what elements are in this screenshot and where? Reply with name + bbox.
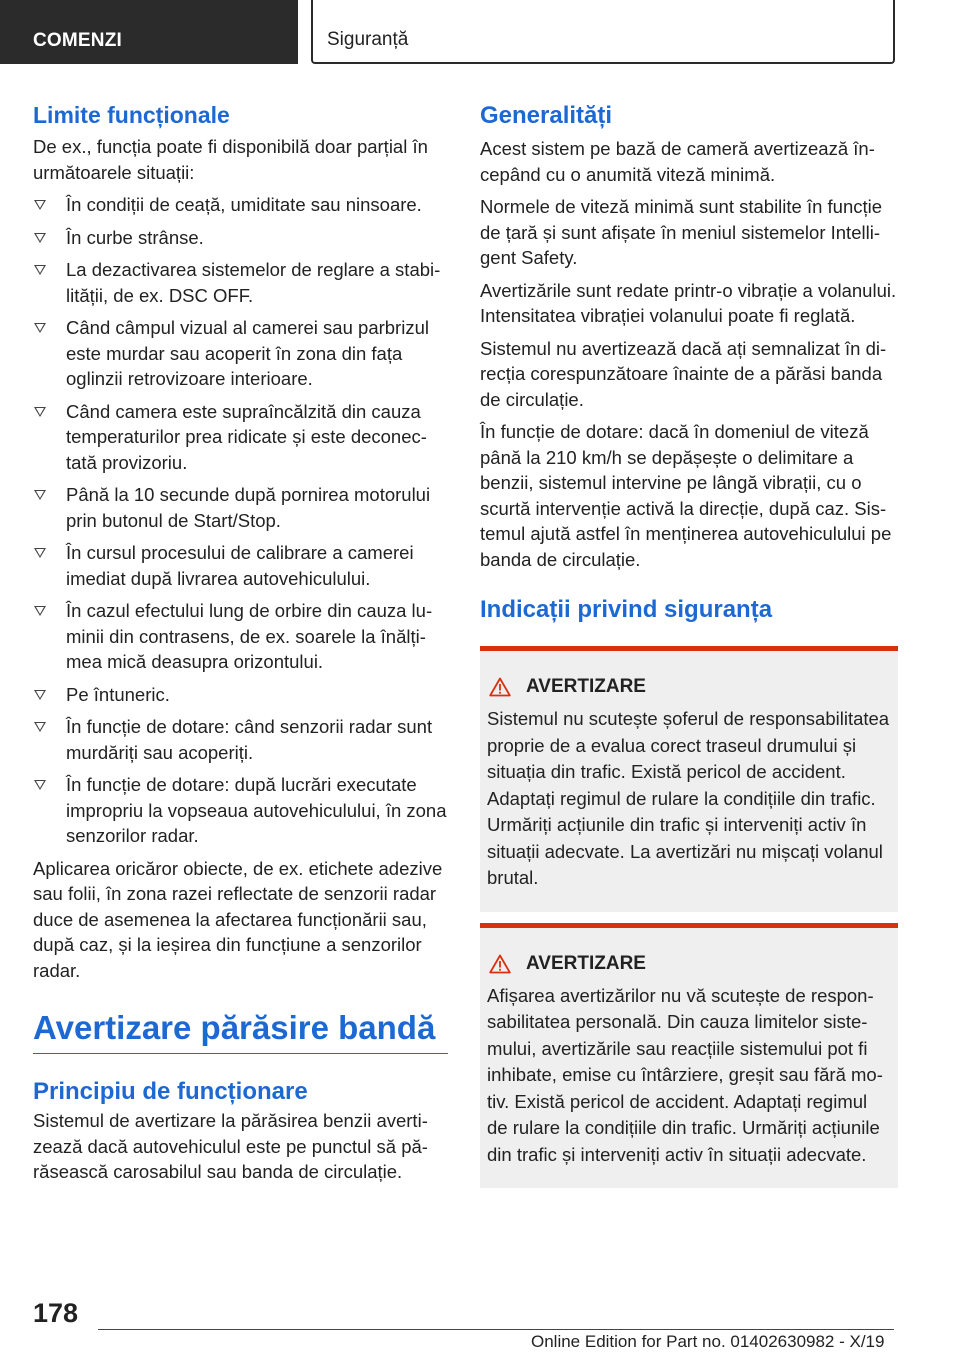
triangle-bullet-icon xyxy=(34,200,46,210)
principle-heading: Principiu de funcționare xyxy=(33,1078,308,1105)
general-heading: Generalități xyxy=(480,102,613,129)
principle-text: Sistemul de avertizare la părăsirea benzii avertizează dacă autovehiculul este pe punctul să părăsească carosabilul sau banda de circulație. xyxy=(33,1110,428,1182)
list-item: În cazul efectului lung de orbire din cauza luminii din contrasens, de ex. soarele la înălțimea mică deasupra orizontului. xyxy=(33,598,448,675)
list-item: În curbe strânse. xyxy=(33,225,448,251)
general-paragraph: Sistemul nu avertizează dacă ați semnalizat în direcția corespunzătoare înainte de a părăsi banda de circulație. xyxy=(480,337,887,410)
limits-intro: De ex., funcția poate fi disponibilă doar parțial în următoarele situații: xyxy=(33,136,428,183)
triangle-bullet-icon xyxy=(34,722,46,732)
warning-triangle-icon xyxy=(489,677,511,697)
warning-triangle-icon xyxy=(489,954,511,974)
warning-label: AVERTIZARE xyxy=(526,952,646,974)
list-item: Când camera este supraîncălzită din cauza temperaturilor prea ridicate și este deconectată provizoriu. xyxy=(33,399,448,476)
triangle-bullet-icon xyxy=(34,780,46,790)
title-divider xyxy=(33,1053,448,1054)
list-item: În cursul procesului de calibrare a camerei imediat după livrarea autovehiculului. xyxy=(33,540,448,591)
triangle-bullet-icon xyxy=(34,606,46,616)
page-number: 178 xyxy=(33,1298,79,1328)
warning-box xyxy=(480,646,898,912)
header-topic-tab xyxy=(311,0,895,64)
warning-text: Afișarea avertizărilor nu vă scutește de responsabilitatea personală. Din cauza limitelor sistemului, avertizările sau reacțiile sistemului pot fi inhibate, emise cu întârziere, greșit sau fără motiv. Există pericol de accident. Adaptați regimul de rulare la condițiile din trafic. Urmăriți acțiunile din trafic și interveniți activ în situații adecvate. xyxy=(487,984,883,1165)
triangle-bullet-icon xyxy=(34,690,46,700)
warning-box xyxy=(480,923,898,1189)
warning-title xyxy=(487,951,890,977)
general-paragraph: Avertizările sunt redate printr-o vibrație a volanului. Intensitatea vibrației volanului poate fi reglată. xyxy=(480,279,897,326)
footer-divider xyxy=(98,1329,894,1330)
triangle-bullet-icon xyxy=(34,407,46,417)
header-section-tab xyxy=(0,0,298,64)
triangle-bullet-icon xyxy=(34,490,46,500)
general-paragraph: În funcție de dotare: dacă în domeniul de viteză până la 210 km/h se depășește o delimitare a benzii, sistemul intervine pe lângă vibrații, cu o scurtă intervenție activă la direcție, după caz. Sistemul ajută astfel în menținerea autovehiculului pe banda de circulație. xyxy=(480,421,892,570)
triangle-bullet-icon xyxy=(34,233,46,243)
list-item: Pe întuneric. xyxy=(33,682,448,708)
chapter-title: Avertizare părăsire bandă xyxy=(33,1009,436,1046)
list-item: În funcție de dotare: după lucrări executate impropriu la vopseaua autovehiculului, în zona senzorilor radar. xyxy=(33,772,448,849)
triangle-bullet-icon xyxy=(34,265,46,275)
left-column xyxy=(33,100,448,1185)
warning-label: AVERTIZARE xyxy=(526,676,646,697)
header-section-label: COMENZI xyxy=(33,30,123,51)
warning-text: Sistemul nu scutește șoferul de responsabilitatea proprie de a evalua corect traseul drumului și situația din trafic. Există pericol de accident. Adaptați regimul de rulare la condițiile din trafic. Urmăriți acțiunile din trafic și interveniți activ în situații adecvate. La avertizări nu mișcați volanul brutal. xyxy=(487,708,890,888)
list-item: Până la 10 secunde după pornirea motorului prin butonul de Start/Stop. xyxy=(33,482,448,533)
footer-edition: Online Edition for Part no. 01402630982 - X/19 xyxy=(531,1332,885,1351)
list-item: În funcție de dotare: când senzorii radar sunt murdăriți sau acoperiți. xyxy=(33,714,448,765)
limits-heading: Limite funcționale xyxy=(33,102,230,128)
list-item: La dezactivarea sistemelor de reglare a stabilității, de ex. DSC OFF. xyxy=(33,257,448,308)
limits-list xyxy=(33,192,448,849)
warning-title xyxy=(487,674,890,700)
triangle-bullet-icon xyxy=(34,323,46,333)
limits-note: Aplicarea oricăror obiecte, de ex. etichete adezive sau folii, în zona razei reflectate de senzorii radar duce de asemenea la afectarea funcționării sau, după caz, și la ieșirea din funcțiune a senzorilor radar. xyxy=(33,857,443,981)
list-item: În condiții de ceață, umiditate sau ninsoare. xyxy=(33,192,448,218)
triangle-bullet-icon xyxy=(34,548,46,558)
general-paragraph: Normele de viteză minimă sunt stabilite în funcție de țară și sunt afișate în meniul sistemelor Intelligent Safety. xyxy=(480,196,883,268)
general-paragraph: Acest sistem pe bază de cameră avertizează începând cu o anumită viteză minimă. xyxy=(480,138,875,185)
safety-heading: Indicații privind siguranța xyxy=(480,596,773,623)
right-column xyxy=(480,100,898,1188)
list-item: Când câmpul vizual al camerei sau parbrizul este murdar sau acoperit în zona din fața oglinzii retrovizoare interioare. xyxy=(33,315,448,392)
header-topic-label: Siguranță xyxy=(327,29,409,50)
